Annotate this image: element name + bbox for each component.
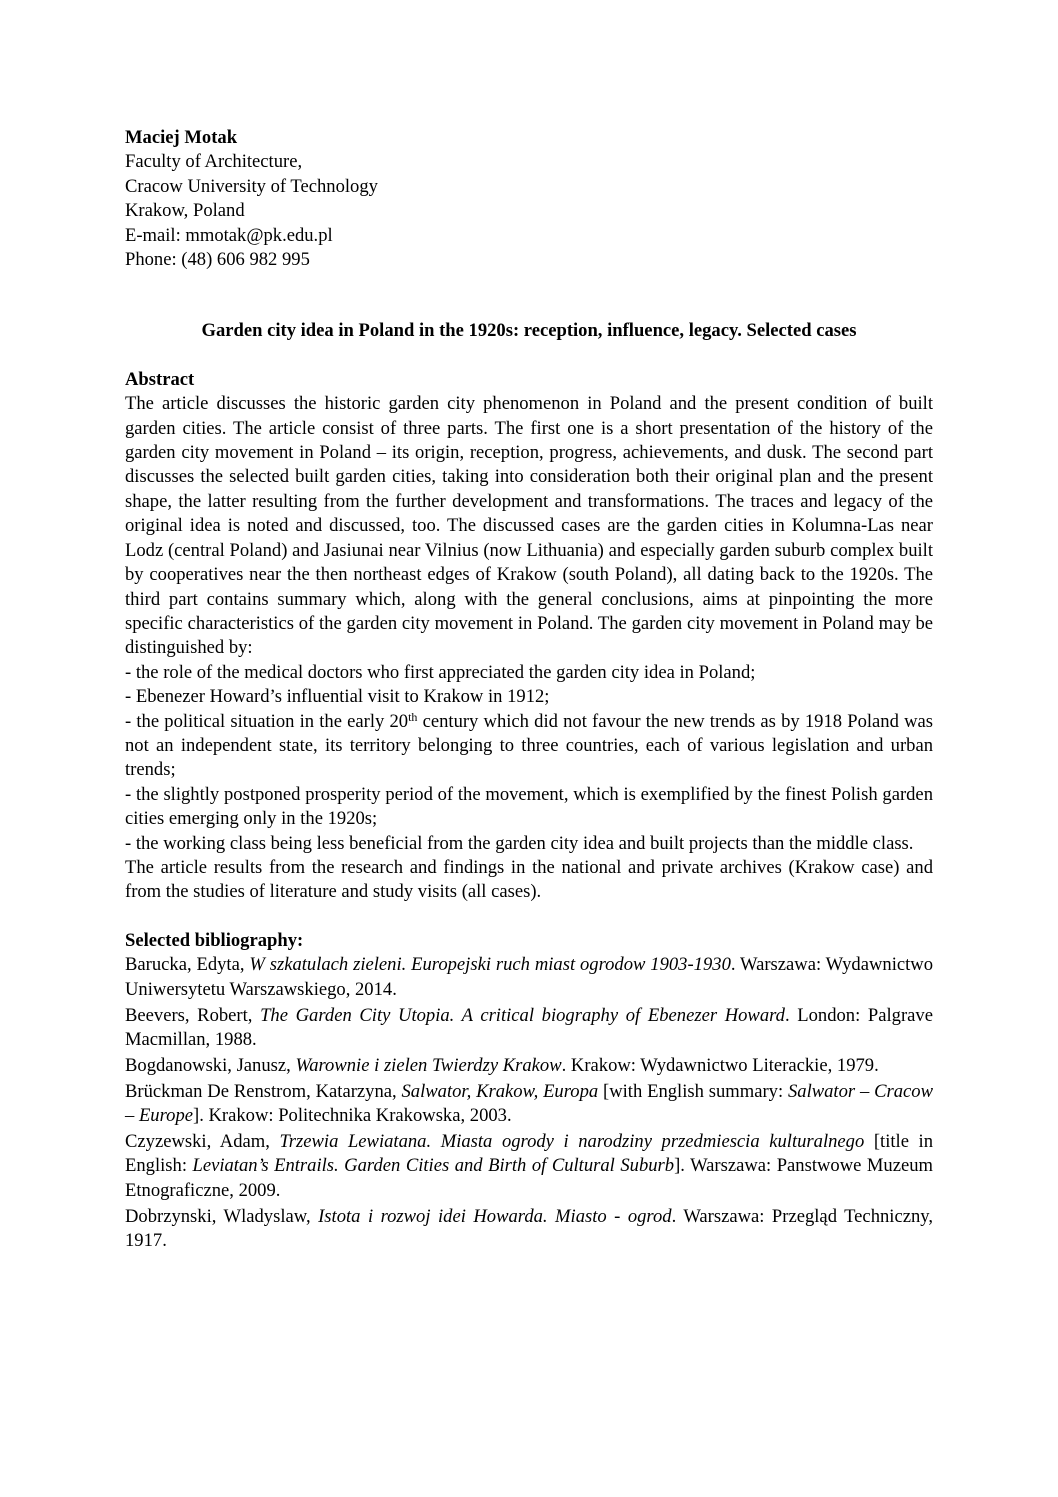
- abstract-bullet-3: [125, 710, 933, 783]
- bib-author: Brückman De Renstrom, Katarzyna,: [125, 1080, 402, 1102]
- bibliography-entry: [125, 1080, 933, 1129]
- bib-author: Bogdanowski, Janusz,: [125, 1054, 296, 1076]
- bib-title: Istota i rozwoj idei Howarda. Miasto - ogrod: [318, 1205, 672, 1227]
- bib-publication: . London: Palgrave Macmillan, 1988.: [125, 1004, 933, 1050]
- bib-publication: . Warszawa: Przegląd Techniczny, 1917.: [125, 1205, 933, 1252]
- bibliography-entry: [125, 1130, 933, 1203]
- author-location: Krakow, Poland: [125, 200, 245, 222]
- author-email: E-mail: mmotak@pk.edu.pl: [125, 224, 333, 246]
- abstract-heading: Abstract: [125, 368, 195, 390]
- abstract-closing: The article results from the research and findings in the national and private archives (Krakow case) and from the studies of literature and study visits (all cases).: [125, 856, 933, 903]
- bibliography-entry: [125, 1054, 933, 1078]
- abstract-bullet-5: - the working class being less beneficial from the garden city idea and built projects than the middle class.: [125, 832, 914, 854]
- abstract-bullet-4: - the slightly postponed prosperity period of the movement, which is exemplified by the finest Polish garden cities emerging only in the 1920s;: [125, 783, 933, 830]
- bibliography-heading: Selected bibliography:: [125, 929, 304, 951]
- bibliography-entry: [125, 1205, 933, 1254]
- author-name: Maciej Motak: [125, 127, 238, 148]
- bib-note: [with English summary:: [598, 1080, 788, 1102]
- bullet-3-start: - the political situation in the early 20: [125, 710, 409, 732]
- bib-translated-title: Salwator – Cracow – Europe: [125, 1080, 933, 1127]
- bib-publication: ]. Krakow: Politechnika Krakowska, 2003.: [193, 1105, 512, 1127]
- bibliography-entry: [125, 1004, 933, 1053]
- bib-author: Dobrzynski, Wladyslaw,: [125, 1205, 319, 1227]
- paper-title: Garden city idea in Poland in the 1920s: reception, influence, legacy. Selected cases: [201, 320, 857, 342]
- bibliography-entry: [125, 953, 933, 1002]
- bib-title: Warownie i zielen Twierdzy Krakow: [295, 1054, 562, 1076]
- author-affiliation-university: Cracow University of Technology: [125, 175, 378, 197]
- bib-publication: . Warszawa: Wydawnictwo Uniwersytetu Warszawskiego, 2014.: [125, 954, 933, 1000]
- bibliography-list: [125, 953, 933, 1253]
- abstract-bullet-1: - the role of the medical doctors who first appreciated the garden city idea in Poland;: [125, 661, 756, 683]
- author-phone: Phone: (48) 606 982 995: [125, 249, 310, 271]
- abstract-bullet-2: - Ebenezer Howard’s influential visit to Krakow in 1912;: [125, 686, 550, 708]
- bib-author: Beevers, Robert,: [125, 1004, 261, 1026]
- author-affiliation-faculty: Faculty of Architecture,: [125, 151, 303, 173]
- bib-author: Barucka, Edyta,: [125, 954, 250, 976]
- bib-title: The Garden City Utopia. A critical biography of Ebenezer Howard: [260, 1004, 785, 1026]
- author-block: [125, 126, 933, 272]
- bib-translated-title: Leviatan’s Entrails. Garden Cities and Birth of Cultural Suburb: [192, 1155, 675, 1177]
- bib-publication: ]. Warszawa: Panstwowe Muzeum Etnograficzne, 2009.: [125, 1155, 933, 1201]
- bib-publication: . Krakow: Wydawnictwo Literackie, 1979.: [561, 1054, 879, 1076]
- bib-title: W szkatulach zieleni. Europejski ruch miast ogrodow 1903-1930: [249, 954, 731, 976]
- bib-title: Trzewia Lewiatana. Miasta ogrody i narodziny przedmiescia kulturalnego: [279, 1131, 865, 1153]
- bib-author: Czyzewski, Adam,: [125, 1131, 280, 1153]
- bullet-3-superscript: th: [408, 709, 418, 724]
- bib-note: [title in English:: [125, 1131, 934, 1177]
- bib-title: Salwator, Krakow, Europa: [401, 1080, 599, 1102]
- document-page: [125, 126, 933, 1254]
- bullet-3-end: century which did not favour the new trends as by 1918 Poland was not an independent state, its territory belonging to three countries, each of various legislation and urban trends;: [125, 710, 933, 781]
- abstract-body: The article discusses the historic garden city phenomenon in Poland and the present condition of built garden cities. The article consist of three parts. The first one is a short presentation of the history of the garden city movement in Poland – its origin, reception, progress, achievements, and dusk. The second part discusses the selected built garden cities, taking into consideration both their original plan and the present shape, the latter resulting from the further development and transformations. The traces and legacy of the original idea is noted and discussed, too. The discussed cases are the garden cities in Kolumna-Las near Lodz (central Poland) and Jasiunai near Vilnius (now Lithuania) and especially garden suburb complex built by cooperatives near the then northeast edges of Krakow (south Poland), all dating back to the 1920s. The third part contains summary which, along with the general conclusions, aims at pinpointing the more specific characteristics of the garden city movement in Poland. The garden city movement in Poland may be distinguished by:: [125, 393, 933, 659]
